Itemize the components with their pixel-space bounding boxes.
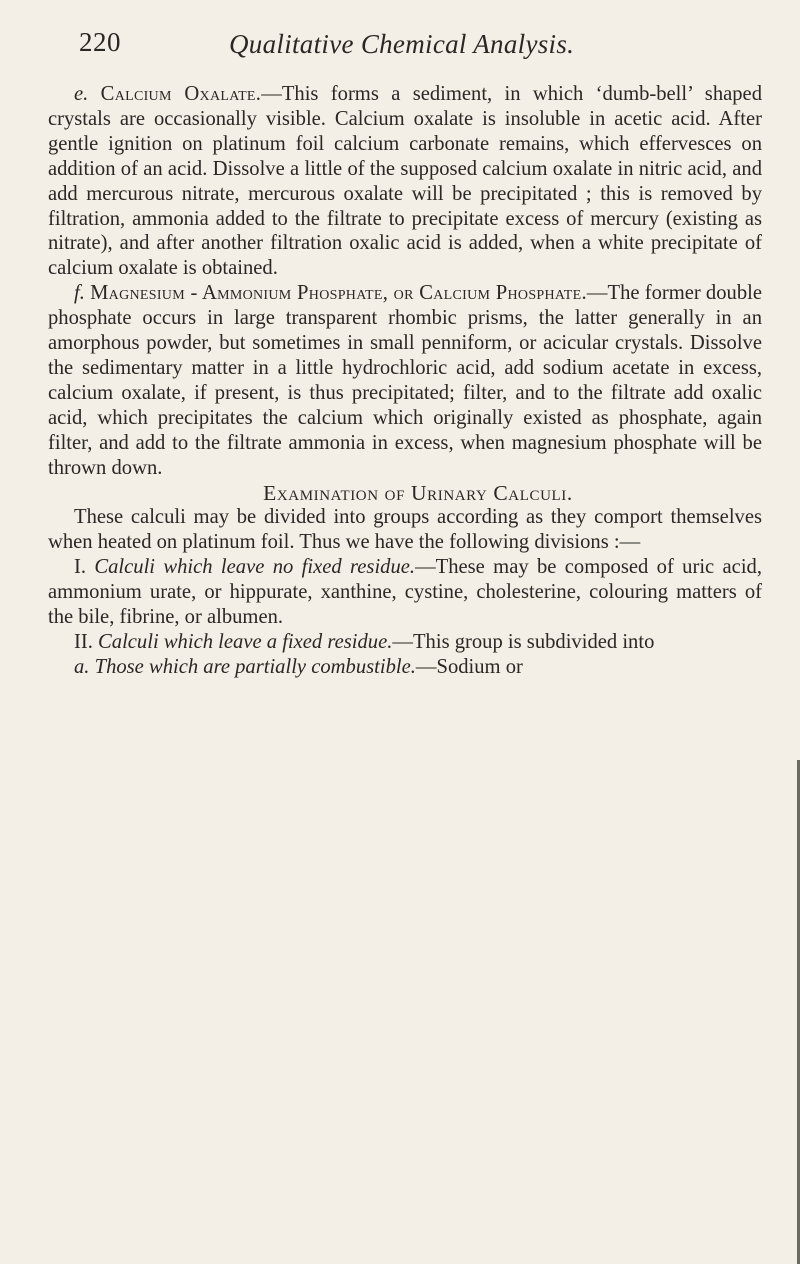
item-heading: Calcium Oxalate. <box>100 83 262 105</box>
item-label: f. <box>74 282 85 305</box>
item-label: I. <box>74 556 87 579</box>
paragraph-text: —The former double phosphate occurs in large transparent rhombic prisms, the latter generally in an amorphous powder, but sometimes in small penniform, or acicular crystals. Dissolve the sedimentary matter in a little hydrochloric acid, add sodium acetate in excess, calcium oxalate, if present, is thus precipitated; filter, and to the filtrate add oxalic acid, which precipitates the calcium which originally existed as phosphate, again filter, and add to the filtrate ammonia in excess, when magnesium phosphate will be thrown down. <box>48 282 762 479</box>
paragraph-text: —This group is subdivided into <box>392 630 655 653</box>
running-title: Qualitative Chemical Analysis. <box>229 29 575 59</box>
paragraph-text: —Sodium or <box>415 655 523 678</box>
paragraph-text: —This forms a sediment, in which ‘dumb-bell’ shaped crystals are occasionally visible. Calcium oxalate is insoluble in acetic acid. After gentle ignition on platinum foil calcium carbonate remains, which effervesces on addition of an acid. Dissolve a little of the supposed calcium oxalate in nitric acid, and add mercurous nitrate, mercurous oxalate will be precipitated ; this is removed by filtration, ammonia added to the filtrate to precipitate excess of mercury (existing as nitrate), and after another filtration oxalic acid is added, when a white precipitate of calcium oxalate is obtained. <box>48 83 762 280</box>
item-heading: Magnesium - Ammonium Phosphate, or Calcium Phosphate. <box>90 282 587 305</box>
paragraph-text: These calculi may be divided into groups according as they comport themselves when heated on platinum foil. Thus we have the following divisions :— <box>48 506 762 554</box>
paragraph-division-two <box>48 630 762 655</box>
paragraph-division-one <box>48 555 762 630</box>
item-label: II. <box>74 630 93 653</box>
paragraph-magnesium-phosphate <box>48 281 762 480</box>
paragraph-text: —These may be composed of uric acid, ammonium urate, or hippurate, xanthine, cystine, cholesterine, colouring matters of the bile, fibrine, or albumen. <box>48 556 762 629</box>
item-label: e. <box>74 83 89 105</box>
paragraph-calcium-oxalate <box>48 82 762 281</box>
item-label: a. <box>74 655 90 678</box>
page-number: 220 <box>79 27 121 57</box>
paragraph-subdivision-a <box>48 655 762 680</box>
page-header <box>79 27 739 67</box>
body-text <box>48 82 762 680</box>
item-heading: Those which are partially combustible. <box>94 655 416 678</box>
item-heading: Calculi which leave no fixed residue. <box>94 556 416 579</box>
paragraph-intro-calculi <box>48 505 762 555</box>
section-heading: Examination of Urinary Calculi. <box>263 480 573 505</box>
item-heading: Calculi which leave a fixed residue. <box>98 630 393 653</box>
